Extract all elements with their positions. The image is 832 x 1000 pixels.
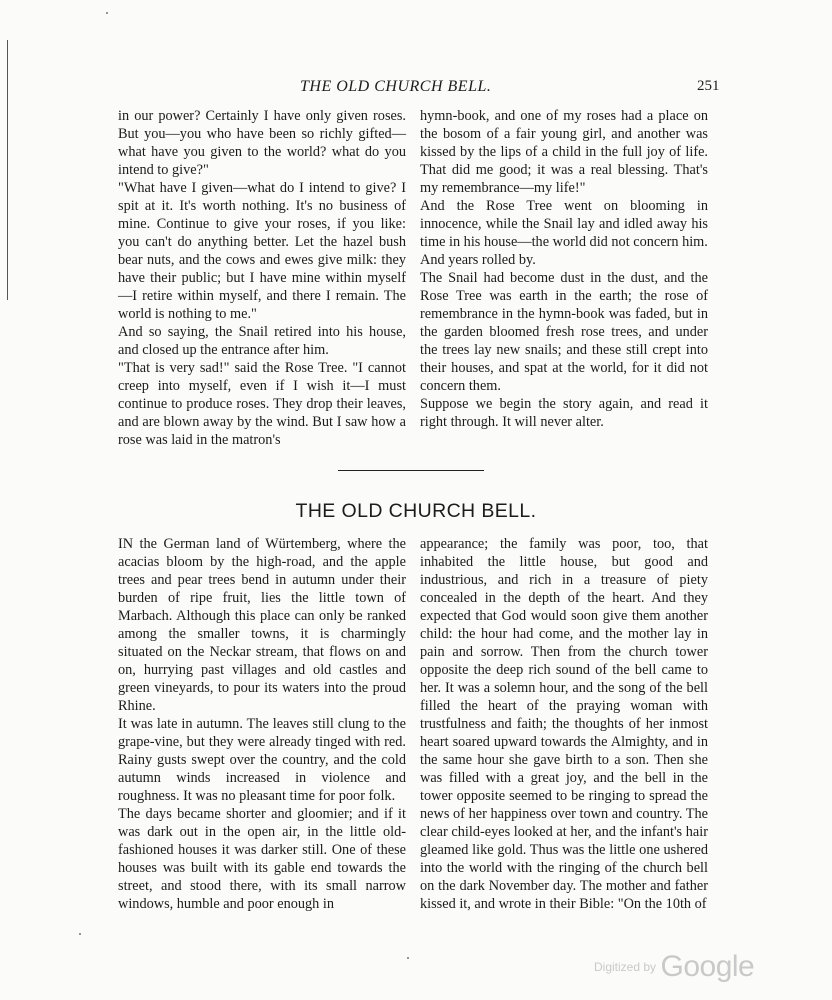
top-right-column — [420, 107, 708, 431]
paragraph: The Snail had become dust in the dust, and the Rose Tree was earth in the earth; the rose of remembrance in the hymn-book was faded, but in the garden bloomed fresh rose trees, and under the trees lay new snails; and these still crept into their houses, and spat at the world, for it did not concern them. — [420, 270, 708, 394]
paragraph: Suppose we begin the story again, and read it right through. It will never alter. — [420, 396, 708, 430]
page-binding-edge — [7, 40, 8, 300]
digitized-watermark — [594, 950, 754, 984]
paragraph: And years rolled by. — [420, 252, 536, 268]
section-title: THE OLD CHURCH BELL. — [295, 500, 537, 522]
paragraph: hymn-book, and one of my roses had a place on the bosom of a fair young girl, and another was kissed by the lips of a child in the full joy of life. That did me good; it was a real blessing. That's my remembrance—my life!" — [420, 108, 708, 196]
paragraph: And the Rose Tree went on blooming in innocence, while the Snail lay and idled away his time in his house—the world did not concern him. — [420, 198, 708, 250]
running-head: THE OLD CHURCH BELL. — [300, 78, 492, 95]
watermark-prefix: Digitized by — [594, 960, 657, 974]
top-left-column — [118, 107, 406, 449]
section-divider — [338, 470, 484, 471]
print-speck — [106, 12, 108, 14]
paragraph: appearance; the family was poor, too, that inhabited the little house, but good and industrious, and rich in a treasure of piety concealed in the depth of the heart. And they expected that God would soon give them another child: the hour had come, and the mother lay in pain and sorrow. Then from the church tower opposite the deep rich sound of the bell came to her. It was a solemn hour, and the song of the bell filled the heart of the praying woman with trustfulness and faith; the thoughts of her inmost heart soared upward towards the Almighty, and in the same hour she gave birth to a son. Then she was filled with a great joy, and the bell in the tower opposite seemed to be ringing to spread the news of her happiness over town and country. The clear child-eyes looked at her, and the infant's hair gleamed like gold. Thus was the little one ushered into the world with the ringing of the church bell on the dark November day. The mother and father kissed it, and wrote in their Bible: "On the 10th of — [420, 536, 708, 912]
paragraph: IN the German land of Würtemberg, where the acacias bloom by the high-road, and the apple trees and pear trees bend in autumn under their burden of ripe fruit, lies the little town of Marbach. Although this place can only be ranked among the smaller towns, it is charmingly situated on the Neckar stream, that flows on and on, hurrying past villages and old castles and green vineyards, to pour its waters into the proud Rhine. — [118, 536, 406, 714]
print-speck — [79, 933, 81, 935]
watermark-brand: Google — [660, 950, 755, 983]
paragraph: And so saying, the Snail retired into his house, and closed up the entrance after him. — [118, 324, 406, 358]
print-speck — [407, 957, 409, 959]
paragraph: in our power? Certainly I have only given roses. But you—you who have been so richly gifted—what have you given to the world? what do you intend to give?" — [118, 108, 406, 178]
paragraph: It was late in autumn. The leaves still clung to the grape-vine, but they were already tinged with red. Rainy gusts swept over the country, and the cold autumn winds increased in violence and roughness. It was no pleasant time for poor folk. — [118, 716, 406, 804]
paragraph: The days became shorter and gloomier; and if it was dark out in the open air, in the little old-fashioned houses it was darker still. One of these houses was built with its gable end towards the street, and stood there, with its small narrow windows, humble and poor enough in — [118, 806, 406, 912]
bottom-left-column — [118, 535, 406, 913]
page-number: 251 — [697, 78, 720, 94]
bottom-right-column — [420, 535, 708, 913]
paragraph: "That is very sad!" said the Rose Tree. "I cannot creep into myself, even if I wish it—I must continue to produce roses. They drop their leaves, and are blown away by the wind. But I saw how a rose was laid in the matron's — [118, 360, 406, 448]
paragraph: "What have I given—what do I intend to give? I spit at it. It's worth nothing. It's no business of mine. Continue to give your roses, if you like: you can't do anything better. Let the hazel bush bear nuts, and the cows and ewes give milk: they have their public; but I have mine within myself—I retire within myself, and there I remain. The world is nothing to me." — [118, 180, 406, 322]
